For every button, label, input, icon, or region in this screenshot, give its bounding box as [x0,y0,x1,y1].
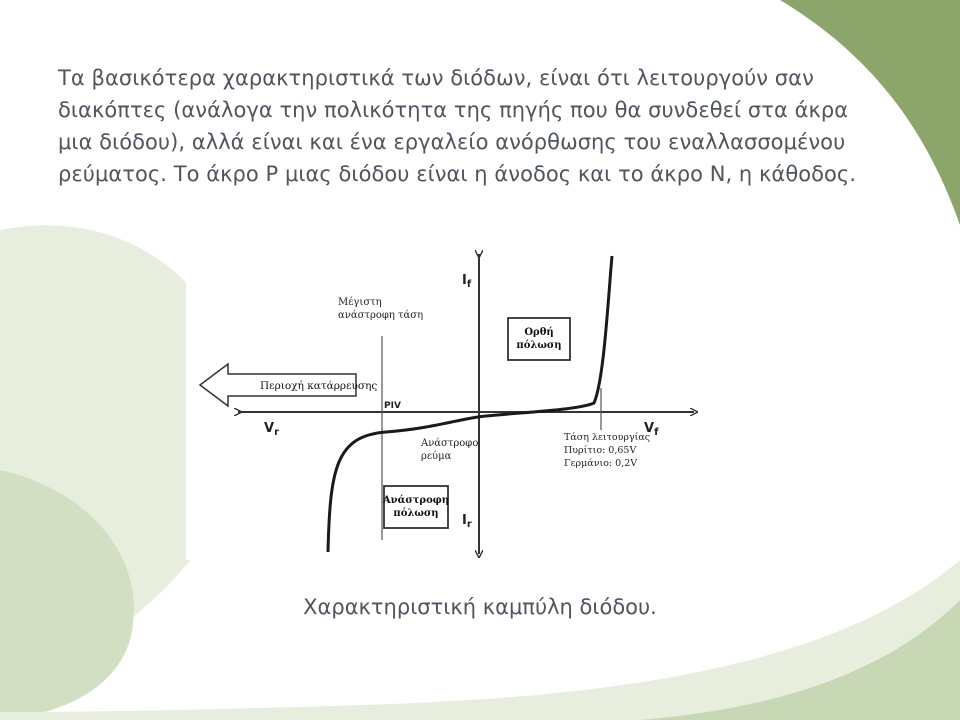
paragraph-line: μια διόδου), αλλά είναι και ένα εργαλείο ανόρθωσης του εναλλασσομένου [58,130,846,154]
ir-sub: r [466,519,472,530]
operating-voltage-label [564,432,650,469]
if-sub: f [466,279,472,290]
ir-main: I [462,513,467,528]
forward-voltage-axis-label [644,421,659,438]
vf-sub: f [654,427,659,438]
piv-label: PIV [384,401,401,411]
paragraph-line: Τα βασικότερα χαρακτηριστικά των διόδων, είναι ότι λειτουργούν σαν [58,66,814,90]
body-paragraph [58,62,908,190]
breakdown-region-arrow [200,364,377,406]
reverse-bias-line: Ανάστροφη [382,495,450,506]
operating-voltage-line: Τάση λειτουργίας [564,432,651,443]
max-reverse-voltage-label [338,297,423,321]
reverse-bias-line: πόλωση [393,508,439,519]
forward-bias-line: Ορθή [524,327,554,338]
reverse-current-line: Ανάστροφο [421,438,479,449]
reverse-voltage-axis-label [264,421,279,438]
max-reverse-voltage-line: Μέγιστη [338,297,382,308]
paragraph-line: ρεύματος. Το άκρο P μιας διόδου είναι η άνοδος και το άκρο N, η κάθοδος. [58,162,857,186]
reverse-bias-box [382,486,449,528]
figure-caption: Χαρακτηριστική καμπύλη διόδου. [303,595,657,619]
if-main: I [462,273,467,288]
forward-current-axis-label [462,273,472,290]
operating-voltage-line: Πυρίτιο: 0,65V [564,445,637,456]
vf-main: V [644,421,655,436]
reverse-current-axis-label [462,513,472,530]
paragraph-line: διακόπτες (ανάλογα την πολικότητα της πηγής που θα συνδεθεί στα άκρα [58,98,849,122]
vr-main: V [264,421,275,436]
forward-bias-box [508,318,570,360]
diode-characteristic-diagram [186,240,716,560]
max-reverse-voltage-line: ανάστροφη τάση [338,310,424,321]
forward-bias-line: πόλωση [516,340,562,351]
vr-sub: r [274,427,279,438]
reverse-current-label [420,438,478,462]
reverse-current-line: ρεύμα [421,451,452,462]
operating-voltage-line: Γερμάνιο: 0,2V [564,458,638,469]
breakdown-region-label: Περιοχή κατάρρευσης [260,380,378,392]
